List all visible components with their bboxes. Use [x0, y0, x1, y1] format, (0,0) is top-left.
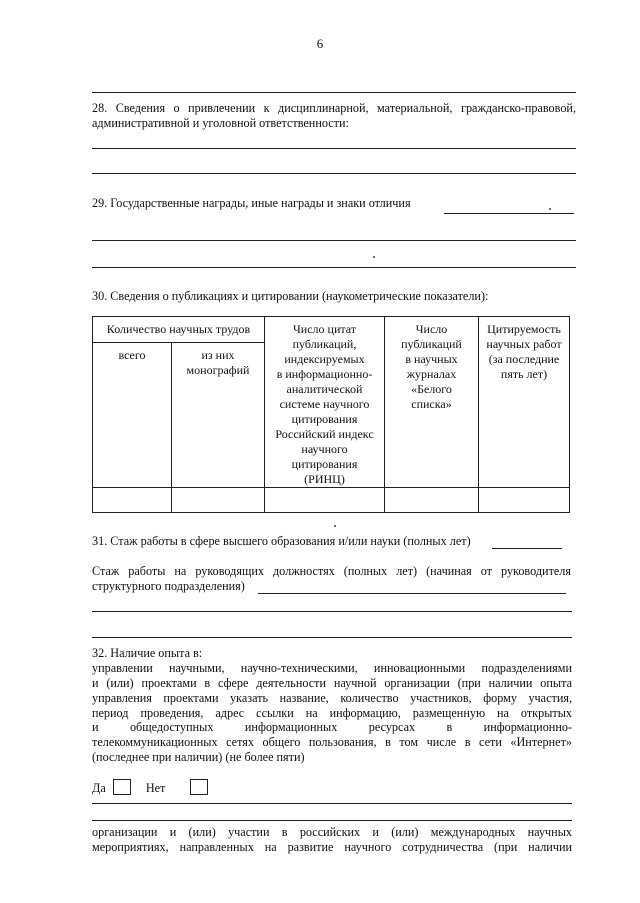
section-31-text-line-2: Стаж работы на руководящих должностях (полных лет) (начиная от руководителя — [92, 564, 571, 578]
header-citedness-line: пять лет) — [500, 367, 548, 381]
header-monographs-line: монографий — [186, 363, 250, 377]
header-publications-count — [93, 317, 265, 343]
answer-line[interactable] — [92, 267, 576, 268]
header-citations-line: цитирования — [291, 457, 358, 471]
answer-line[interactable] — [92, 240, 576, 241]
header-total — [93, 343, 172, 488]
section-31-text-line-3: структурного подразделения) — [92, 579, 245, 593]
header-journals-line: журналах — [406, 367, 457, 381]
section-29-text: 29. Государственные награды, иные награды и знаки отличия — [92, 196, 411, 210]
answer-line[interactable] — [92, 637, 572, 638]
section-32-text-line: (последнее при наличии) (не более пяти) — [92, 750, 305, 764]
header-total-label: всего — [118, 348, 146, 362]
section-32-text-line: и (или) проектами в сфере деятельности научной организации (при наличии опыта — [92, 676, 572, 690]
section-28-text-line-1: 28. Сведения о привлечении к дисциплинарной, материальной, гражданско-правовой, — [92, 101, 576, 115]
answer-line[interactable] — [258, 593, 566, 594]
answer-line[interactable] — [92, 803, 572, 804]
section-divider — [92, 92, 576, 93]
section-32-text-line: управлении научными, научно-техническими, инновационными подразделениями — [92, 661, 572, 675]
header-citations — [265, 317, 385, 488]
answer-line[interactable] — [92, 148, 576, 149]
cell-journals-value[interactable] — [385, 488, 479, 513]
header-journals-line: в научных — [405, 352, 458, 366]
header-citations-line: аналитической — [286, 382, 363, 396]
answer-line[interactable] — [92, 173, 576, 174]
answer-line[interactable] — [492, 548, 562, 549]
no-checkbox[interactable] — [190, 779, 208, 795]
header-citedness — [479, 317, 570, 488]
header-monographs — [172, 343, 265, 488]
section-32-text-line: период проведения, адрес ссылки на информацию, размещенную на открытых — [92, 706, 572, 720]
header-citedness-line: (за последние — [488, 352, 560, 366]
section-32-text-line: мероприятиях, направленных на развитие научного сотрудничества (при наличии — [92, 840, 572, 854]
section-32-text-line: телекоммуникационных сетях общего пользования, в том числе в сети «Интернет» — [92, 735, 572, 749]
scan-speck — [373, 256, 375, 258]
section-30-title: 30. Сведения о публикациях и цитировании (наукометрические показатели): — [92, 289, 489, 303]
section-32-heading: 32. Наличие опыта в: — [92, 646, 203, 660]
scan-speck — [334, 525, 336, 527]
cell-citedness-value[interactable] — [479, 488, 570, 513]
header-citations-line: цитирования — [291, 412, 358, 426]
header-monographs-line: из них — [201, 348, 235, 362]
header-journals-line: публикаций — [401, 337, 462, 351]
section-31-text-line-1: 31. Стаж работы в сфере высшего образования и/или науки (полных лет) — [92, 534, 471, 548]
header-citations-line: Российский индекс — [275, 427, 374, 441]
answer-line[interactable] — [92, 820, 572, 821]
header-journals-line: списка» — [411, 397, 452, 411]
header-publications-count-label: Количество научных трудов — [106, 322, 251, 336]
header-citations-line: (РИНЦ) — [304, 472, 345, 486]
section-32-text-line: управления проектами указать название, количество участников, форму участия, — [92, 691, 572, 705]
cell-citations-value[interactable] — [265, 488, 385, 513]
yes-checkbox[interactable] — [113, 779, 131, 795]
header-citedness-line: Цитируемость — [487, 322, 561, 336]
answer-line[interactable] — [444, 213, 574, 214]
header-journals-line: «Белого — [411, 382, 452, 396]
header-citations-line: системе научного — [279, 397, 370, 411]
section-32-text-line: и общедоступных информационных ресурсах в информационно- — [92, 720, 572, 734]
answer-line[interactable] — [92, 611, 572, 612]
header-white-list-journals — [385, 317, 479, 488]
header-journals-line: Число — [415, 322, 448, 336]
no-label: Нет — [145, 781, 166, 795]
section-32-text-line: организации и (или) участии в российских и (или) международных научных — [92, 825, 572, 839]
header-citations-line: в информационно- — [276, 367, 373, 381]
header-citedness-line: научных работ — [486, 337, 562, 351]
yes-option — [92, 779, 208, 796]
section-28-text-line-2: административной и уголовной ответственности: — [92, 116, 349, 130]
header-citations-line: публикаций, — [292, 337, 357, 351]
yes-label: Да — [92, 781, 106, 795]
header-citations-line: научного — [301, 442, 348, 456]
header-citations-line: индексируемых — [284, 352, 365, 366]
page-number: 6 — [316, 36, 324, 51]
cell-total-value[interactable] — [93, 488, 172, 513]
publications-table — [92, 316, 570, 513]
header-citations-line: Число цитат — [292, 322, 357, 336]
scan-speck — [549, 208, 551, 210]
cell-monographs-value[interactable] — [172, 488, 265, 513]
